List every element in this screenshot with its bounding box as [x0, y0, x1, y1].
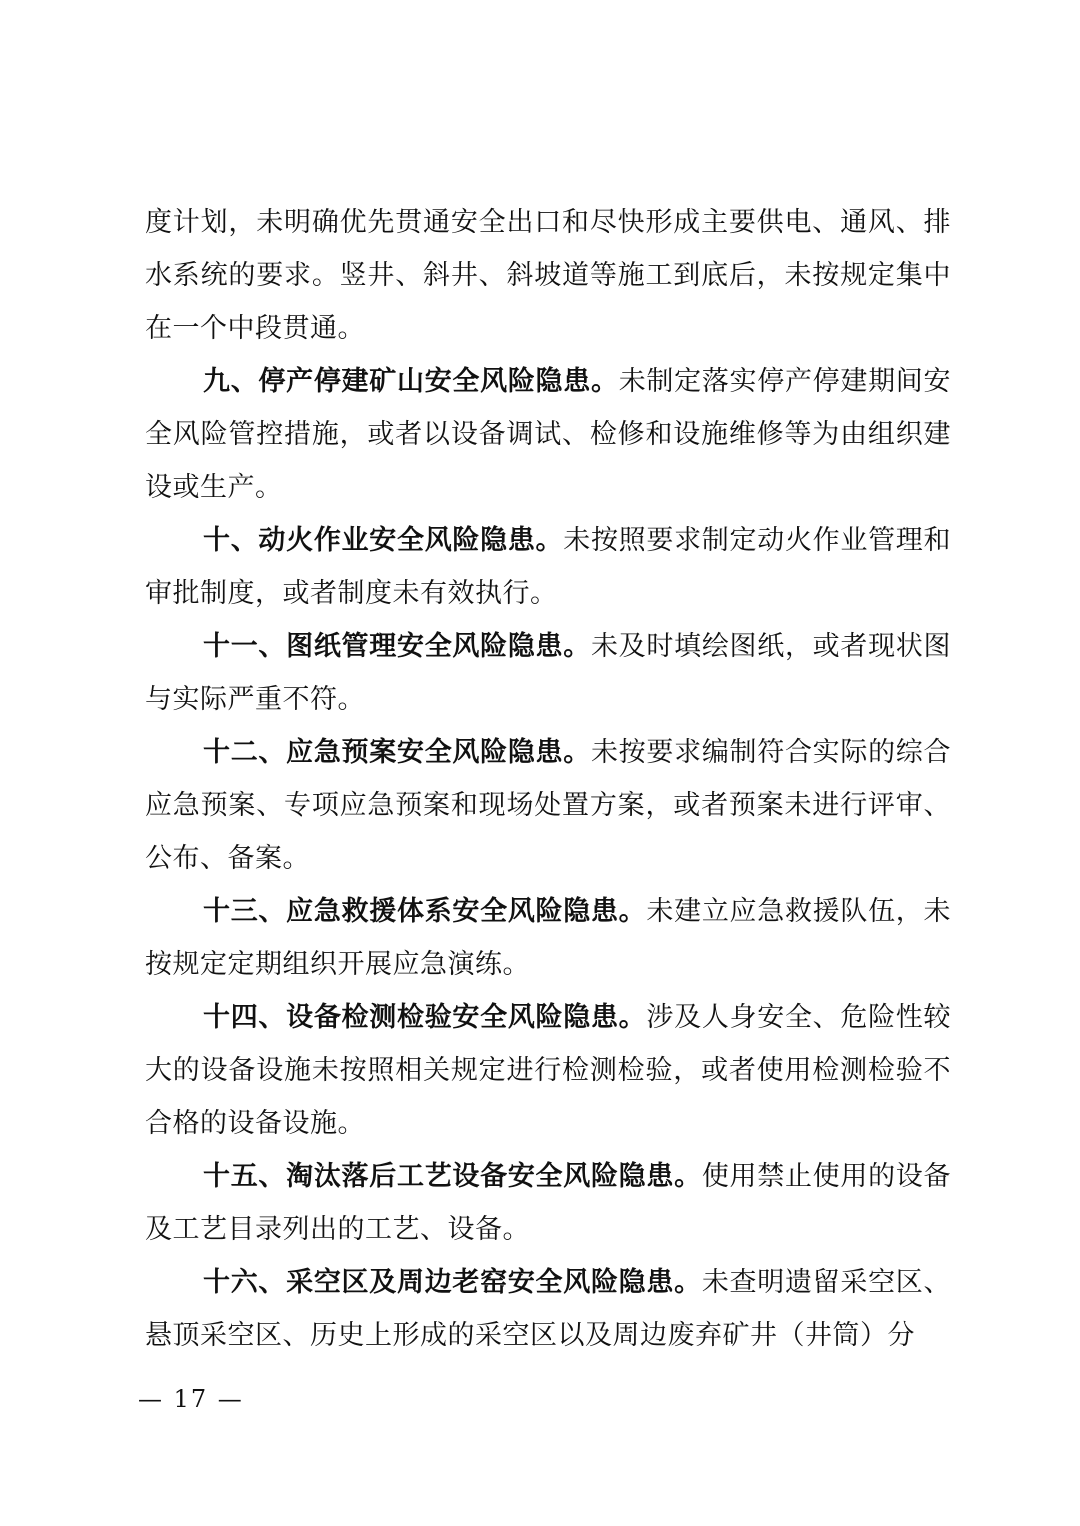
item-15-heading: 十五、淘汰落后工艺设备安全风险隐患。: [203, 1161, 702, 1192]
item-9-paragraph: [145, 355, 951, 514]
item-12-text: 未按要求编制符合实际的综合应急预案、专项应急预案和现场处置方案，或者预案未进行评审、公布、备案。: [145, 737, 952, 874]
item-9-heading: 九、停产停建矿山安全风险隐患。: [203, 366, 619, 397]
item-10-paragraph: [145, 514, 951, 620]
item-14-heading: 十四、设备检测检验安全风险隐患。: [203, 1002, 647, 1033]
item-14-text: 涉及人身安全、危险性较大的设备设施未按照相关规定进行检测检验，或者使用检测检验不合格的设备设施。: [145, 1002, 952, 1139]
item-13-text: 未建立应急救援队伍，未按规定定期组织开展应急演练。: [145, 896, 952, 980]
item-16-heading: 十六、采空区及周边老窑安全风险隐患。: [203, 1267, 702, 1298]
item-15-text: 使用禁止使用的设备及工艺目录列出的工艺、设备。: [145, 1161, 952, 1245]
item-16-text: 未查明遗留采空区、悬顶采空区、历史上形成的采空区以及周边废弃矿井（井筒）分: [145, 1267, 952, 1351]
page-number: — 17 —: [138, 1385, 244, 1413]
item-16-paragraph: [145, 1256, 951, 1362]
item-11-heading: 十一、图纸管理安全风险隐患。: [203, 631, 591, 662]
document-body: [145, 196, 951, 1362]
item-11-paragraph: [145, 620, 951, 726]
item-12-paragraph: [145, 726, 951, 885]
item-10-text: 未按照要求制定动火作业管理和审批制度，或者制度未有效执行。: [145, 525, 951, 609]
item-14-paragraph: [145, 991, 951, 1150]
item-13-paragraph: [145, 885, 951, 991]
item-9-text: 未制定落实停产停建期间安全风险管控措施，或者以设备调试、检修和设施维修等为由组织建设或生产。: [145, 366, 952, 503]
item-13-heading: 十三、应急救援体系安全风险隐患。: [203, 896, 647, 927]
item-10-heading: 十、动火作业安全风险隐患。: [203, 525, 564, 556]
item-11-text: 未及时填绘图纸，或者现状图与实际严重不符。: [145, 631, 952, 715]
continuation-paragraph: 度计划，未明确优先贯通安全出口和尽快形成主要供电、通风、排水系统的要求。竖井、斜井、斜坡道等施工到底后，未按规定集中在一个中段贯通。: [145, 207, 951, 344]
item-15-paragraph: [145, 1150, 951, 1256]
item-12-heading: 十二、应急预案安全风险隐患。: [203, 737, 591, 768]
